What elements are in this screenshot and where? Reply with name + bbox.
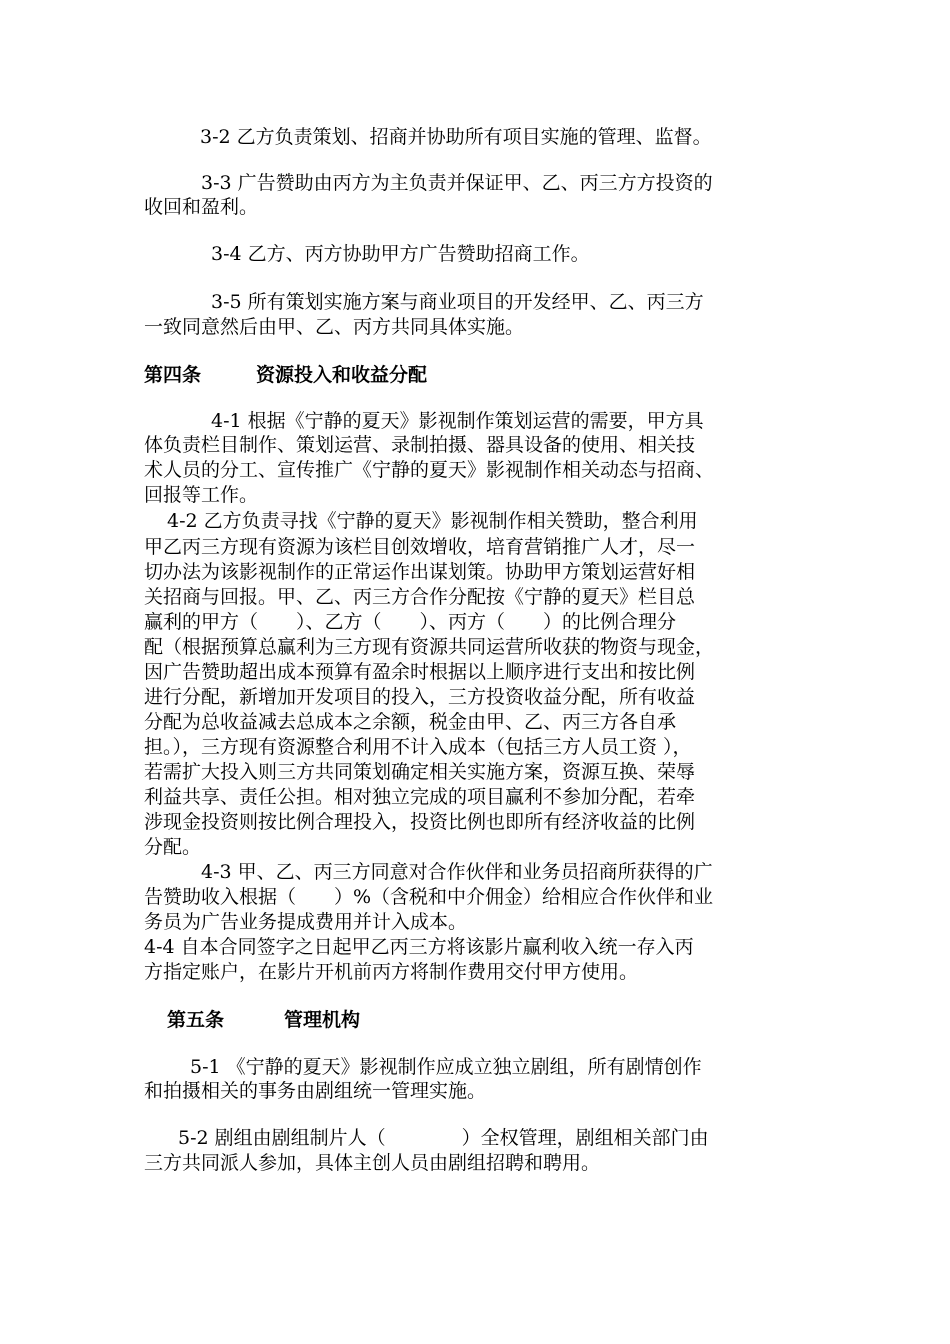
clause-4-2-line-2: 甲乙丙三方现有资源为该栏目创效增收，培育营销推广人才，尽一 (144, 536, 696, 558)
article-5-number: 第五条 (167, 1009, 225, 1031)
clause-4-2-line-1: 4-2 乙方负责寻找《宁静的夏天》影视制作相关赞助，整合利用 (167, 510, 698, 532)
clause-3-3-line-1: 3-3 广告赞助由丙方为主负责并保证甲、乙、丙三方方投资的 (201, 172, 713, 194)
clause-4-2-line-7: 因广告赞助超出成本预算有盈余时根据以上顺序进行支出和按比例 (144, 661, 696, 683)
clause-3-5-line-1: 3-5 所有策划实施方案与商业项目的开发经甲、乙、丙三方 (211, 291, 704, 313)
clause-4-2-line-6: 配（根据预算总赢利为三方现有资源共同运营所收获的物资与现金， (144, 636, 715, 658)
article-4-number: 第四条 (144, 364, 202, 386)
clause-3-4-line: 3-4 乙方、丙方协助甲方广告赞助招商工作。 (211, 243, 590, 265)
clause-5-1-line-2: 和拍摄相关的事务由剧组统一管理实施。 (144, 1080, 487, 1102)
clause-5-2-line-2: 三方共同派人参加，具体主创人员由剧组招聘和聘用。 (144, 1152, 601, 1174)
article-5-title: 管理机构 (284, 1009, 361, 1031)
clause-4-1-line-2: 体负责栏目制作、策划运营、录制拍摄、器具设备的使用、相关技 (144, 434, 696, 456)
clause-4-3-line-2: 告赞助收入根据（ ）%（含税和中介佣金）给相应合作伙伴和业 (144, 886, 714, 908)
clause-4-2-line-3: 切办法为该影视制作的正常运作出谋划策。协助甲方策划运营好相 (144, 561, 696, 583)
clause-4-1-line-3: 术人员的分工、宣传推广《宁静的夏天》影视制作相关动态与招商、 (144, 459, 715, 481)
clause-4-2-line-8: 进行分配，新增加开发项目的投入，三方投资收益分配，所有收益 (144, 686, 696, 708)
clause-4-2-line-14: 分配。 (144, 836, 202, 858)
clause-4-1-line-4: 回报等工作。 (144, 484, 259, 506)
clause-4-2-line-13: 涉现金投资则按比例合理投入，投资比例也即所有经济收益的比例 (144, 811, 696, 833)
clause-4-4-line-2: 方指定账户，在影片开机前丙方将制作费用交付甲方使用。 (144, 961, 639, 983)
clause-4-2-line-10: 担。），三方现有资源整合利用不计入成本（包括三方人员工资 ）， (144, 736, 692, 758)
clause-4-2-line-4: 关招商与回报。甲、乙、丙三方合作分配按《宁静的夏天》栏目总 (144, 586, 696, 608)
clause-3-5-line-2: 一致同意然后由甲、乙、丙方共同具体实施。 (144, 316, 525, 338)
clause-4-2-line-11: 若需扩大投入则三方共同策划确定相关实施方案，资源互换、荣辱 (144, 761, 696, 783)
clause-3-2-line: 3-2 乙方负责策划、招商并协助所有项目实施的管理、监督。 (200, 126, 712, 148)
clause-3-3-line-2: 收回和盈利。 (144, 196, 259, 218)
clause-5-2-line-1: 5-2 剧组由剧组制片人（ ）全权管理，剧组相关部门由 (178, 1127, 709, 1149)
clause-4-2-line-12: 利益共享、责任公担。相对独立完成的项目赢利不参加分配，若牵 (144, 786, 696, 808)
clause-4-2-line-5: 赢利的甲方（ ）、乙方（ ）、丙方（ ）的比例合理分 (144, 611, 677, 633)
clause-4-2-line-9: 分配为总收益减去总成本之余额，税金由甲、乙、丙三方各自承 (144, 711, 677, 733)
clause-4-1-line-1: 4-1 根据《宁静的夏天》影视制作策划运营的需要，甲方具 (211, 410, 704, 432)
clause-4-4-line-1: 4-4 自本合同签字之日起甲乙丙三方将该影片赢利收入统一存入丙 (144, 936, 694, 958)
article-4-title: 资源投入和收益分配 (256, 364, 428, 386)
clause-4-3-line-1: 4-3 甲、乙、丙三方同意对合作伙伴和业务员招商所获得的广 (201, 861, 713, 883)
clause-5-1-line-1: 5-1 《宁静的夏天》影视制作应成立独立剧组，所有剧情创作 (190, 1056, 702, 1078)
clause-4-3-line-3: 务员为广告业务提成费用并计入成本。 (144, 911, 468, 933)
